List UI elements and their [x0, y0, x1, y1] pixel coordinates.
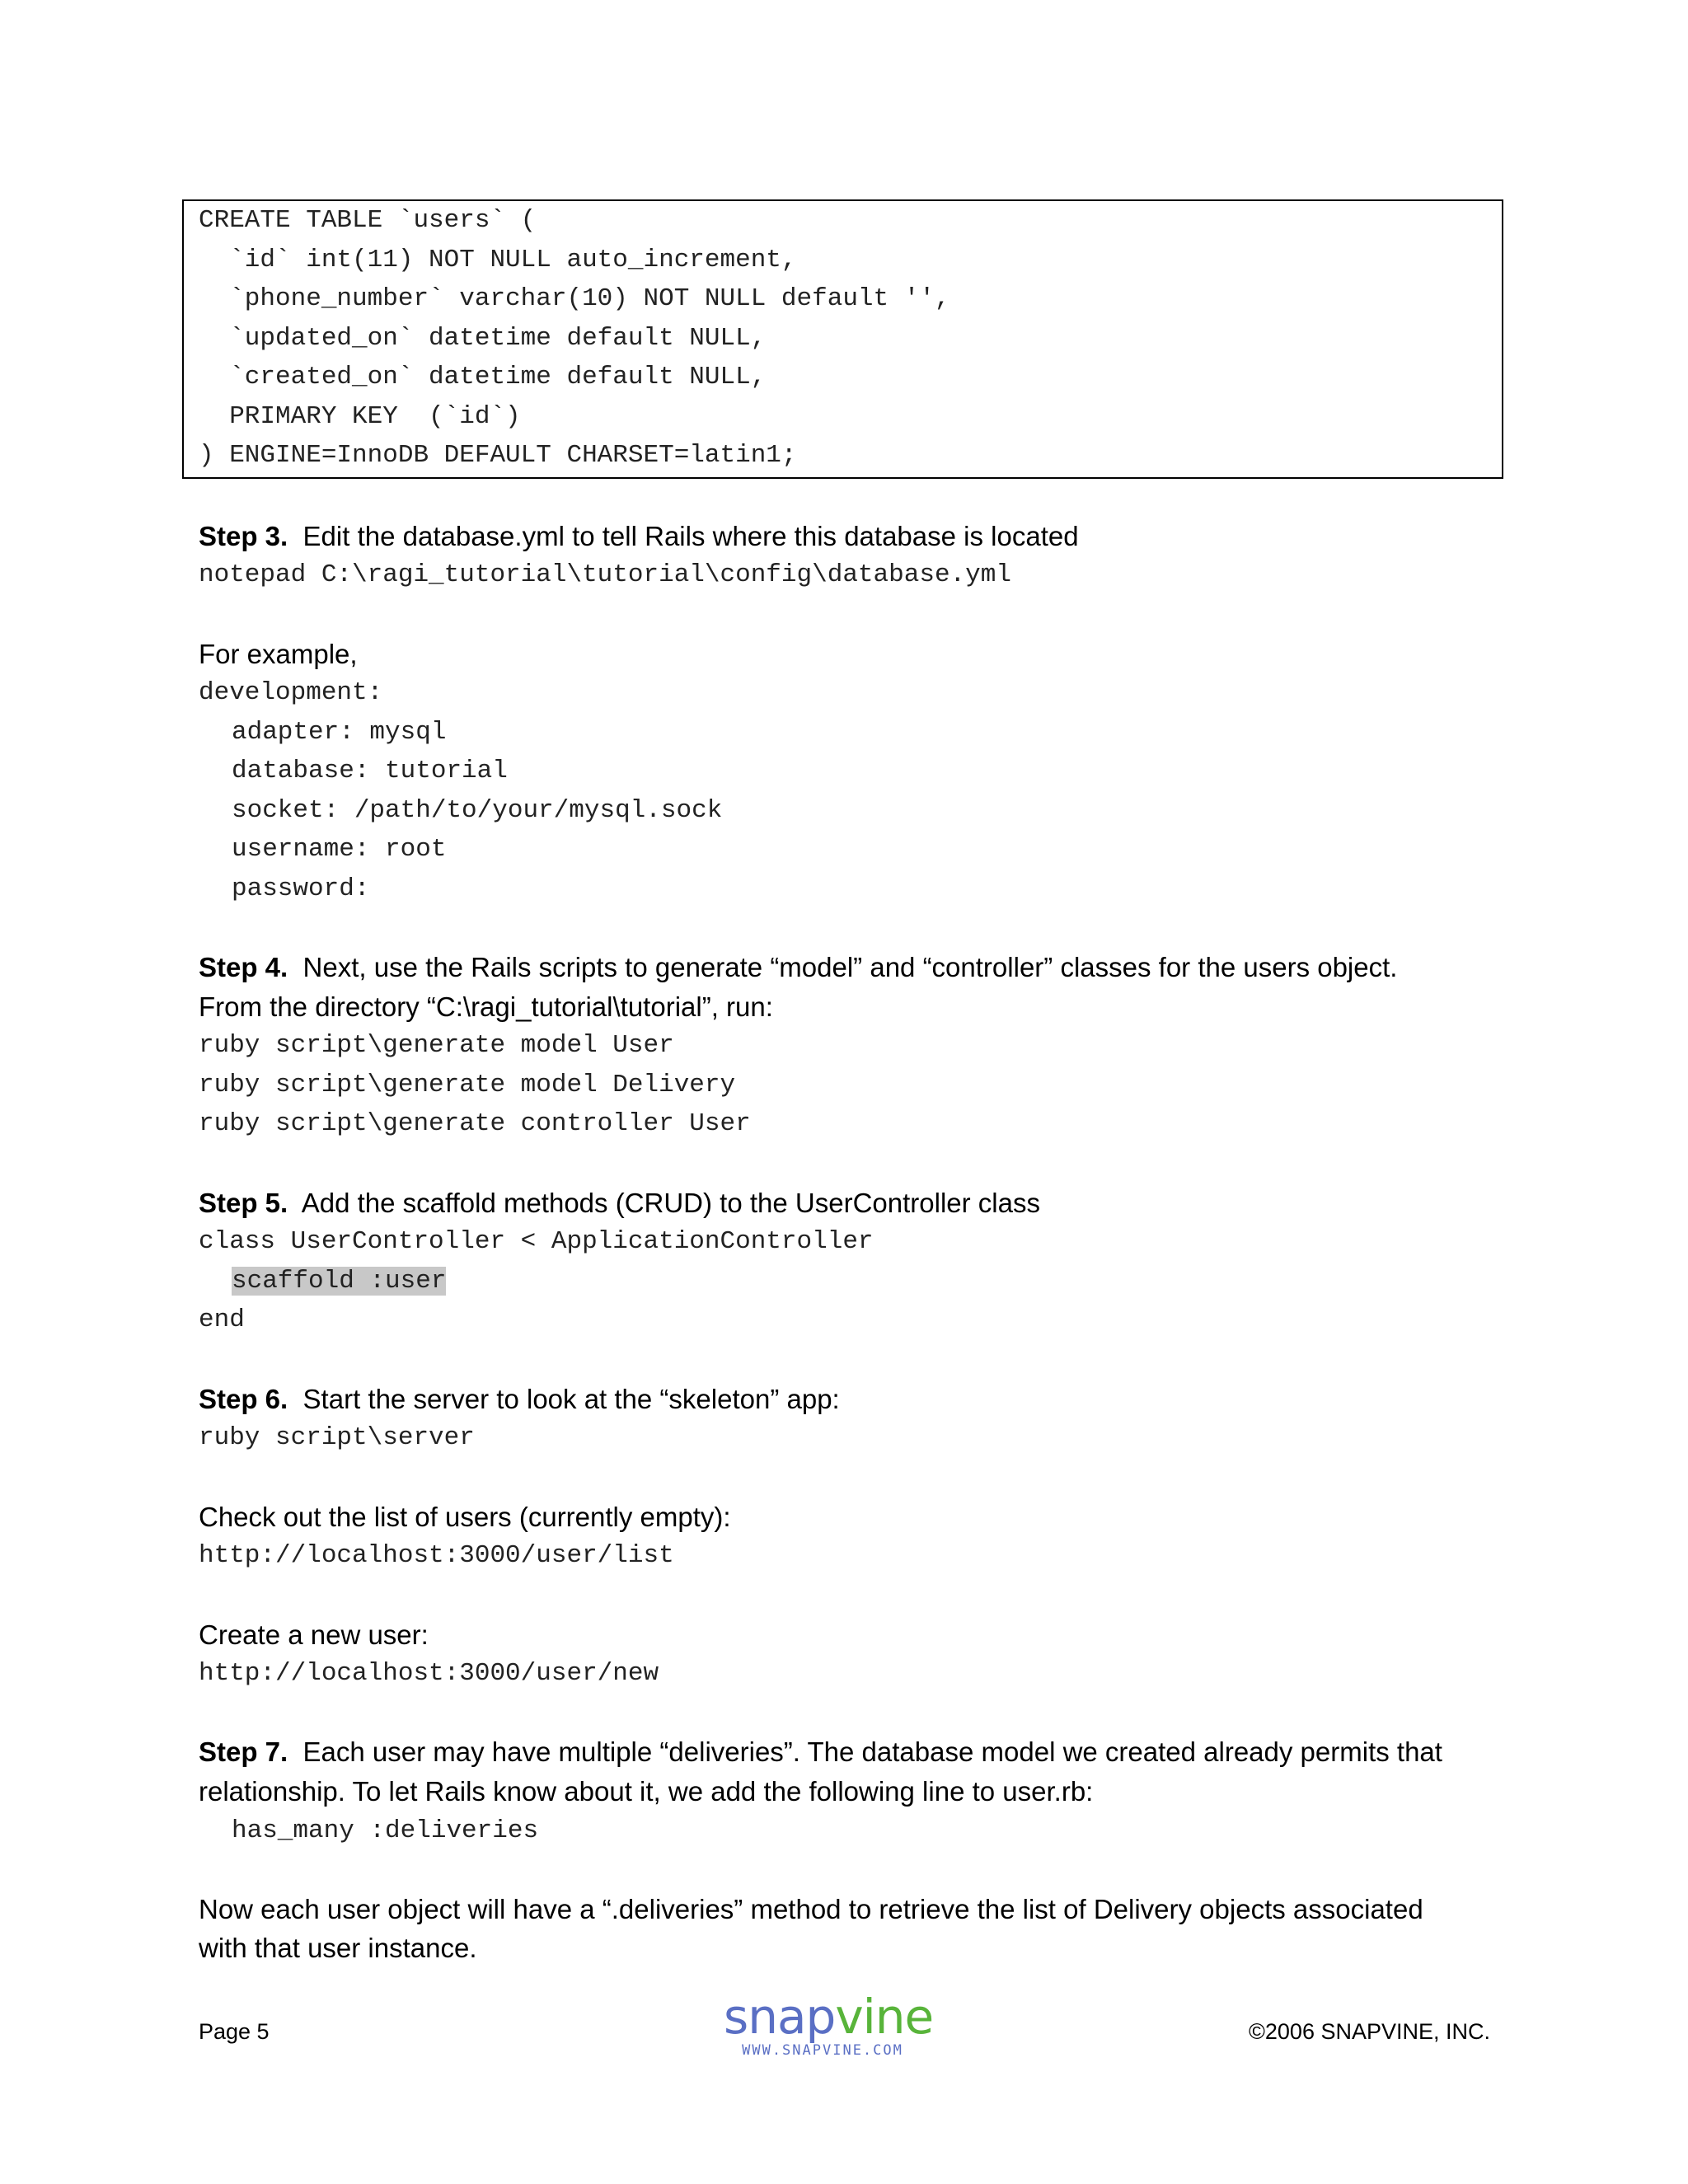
- sql-line: `id` int(11) NOT NULL auto_increment,: [199, 245, 797, 274]
- step3-heading: [199, 517, 1079, 556]
- yaml-line: adapter: mysql: [232, 718, 447, 747]
- step4-command: ruby script\generate model Delivery: [199, 1071, 736, 1099]
- step4-label: Step 4.: [199, 952, 288, 982]
- step7-code: has_many :deliveries: [232, 1816, 539, 1845]
- step7-after: with that user instance.: [199, 1933, 477, 1963]
- sql-code-box: [182, 199, 1503, 479]
- step5-label: Step 5.: [199, 1188, 288, 1218]
- copyright: ©2006 SNAPVINE, INC.: [1249, 2019, 1491, 2044]
- step5-code-line: end: [199, 1305, 245, 1334]
- step6-text: Start the server to look at the “skeleton” app:: [302, 1384, 840, 1414]
- sql-line: `phone_number` varchar(10) NOT NULL default '',: [199, 284, 950, 313]
- step5-heading: [199, 1183, 1040, 1223]
- logo-wordmark: [724, 1989, 934, 2045]
- example-label: For example,: [199, 639, 358, 669]
- page-number: Page 5: [199, 2019, 270, 2044]
- step3-label: Step 3.: [199, 521, 288, 551]
- step7-heading: [199, 1732, 1442, 1772]
- sql-line: `updated_on` datetime default NULL,: [199, 323, 767, 353]
- step3-command: notepad C:\ragi_tutorial\tutorial\config\database.yml: [199, 560, 1011, 589]
- step5-code-line: [232, 1262, 446, 1301]
- step6-heading: [199, 1380, 840, 1419]
- step3-text: Edit the database.yml to tell Rails where this database is located: [302, 521, 1079, 551]
- step7-after: Now each user object will have a “.deliveries” method to retrieve the list of Delivery objects associated: [199, 1894, 1423, 1924]
- step4-text2: From the directory “C:\ragi_tutorial\tutorial”, run:: [199, 991, 773, 1022]
- yaml-line: database: tutorial: [232, 757, 508, 785]
- yaml-line: password:: [232, 874, 370, 903]
- step7-label: Step 7.: [199, 1736, 288, 1767]
- step6-command: ruby script\server: [199, 1423, 475, 1452]
- snapvine-logo: [724, 1989, 934, 2059]
- step4-text: Next, use the Rails scripts to generate “model” and “controller” classes for the users object.: [302, 952, 1398, 982]
- new-url: http://localhost:3000/user/new: [199, 1659, 659, 1688]
- sql-line: CREATE TABLE `users` (: [199, 206, 537, 235]
- step4-command: ruby script\generate controller User: [199, 1109, 751, 1138]
- sql-line: PRIMARY KEY (`id`): [199, 401, 521, 431]
- list-url: http://localhost:3000/user/list: [199, 1541, 674, 1570]
- step5-code-line: class UserController < ApplicationController: [199, 1227, 874, 1256]
- sql-line: ) ENGINE=InnoDB DEFAULT CHARSET=latin1;: [199, 441, 797, 470]
- step7-text: Each user may have multiple “deliveries”. The database model we created already permits that: [302, 1736, 1442, 1767]
- step4-heading: [199, 948, 1397, 987]
- list-label: Check out the list of users (currently empty):: [199, 1502, 731, 1532]
- logo-url: WWW.SNAPVINE.COM: [742, 2042, 903, 2059]
- highlighted-code: scaffold :user: [232, 1267, 447, 1296]
- step6-label: Step 6.: [199, 1384, 288, 1414]
- sql-line: `created_on` datetime default NULL,: [199, 363, 767, 391]
- yaml-line: username: root: [232, 835, 447, 864]
- step7-text2: relationship. To let Rails know about it, we add the following line to user.rb:: [199, 1776, 1094, 1807]
- step5-text: Add the scaffold methods (CRUD) to the UserController class: [301, 1188, 1040, 1218]
- logo-snap: snap: [724, 1989, 836, 2045]
- yaml-line: development:: [199, 678, 383, 707]
- yaml-line: socket: /path/to/your/mysql.sock: [232, 796, 723, 825]
- logo-vine: vine: [835, 1989, 934, 2045]
- new-label: Create a new user:: [199, 1619, 429, 1650]
- step4-command: ruby script\generate model User: [199, 1031, 674, 1060]
